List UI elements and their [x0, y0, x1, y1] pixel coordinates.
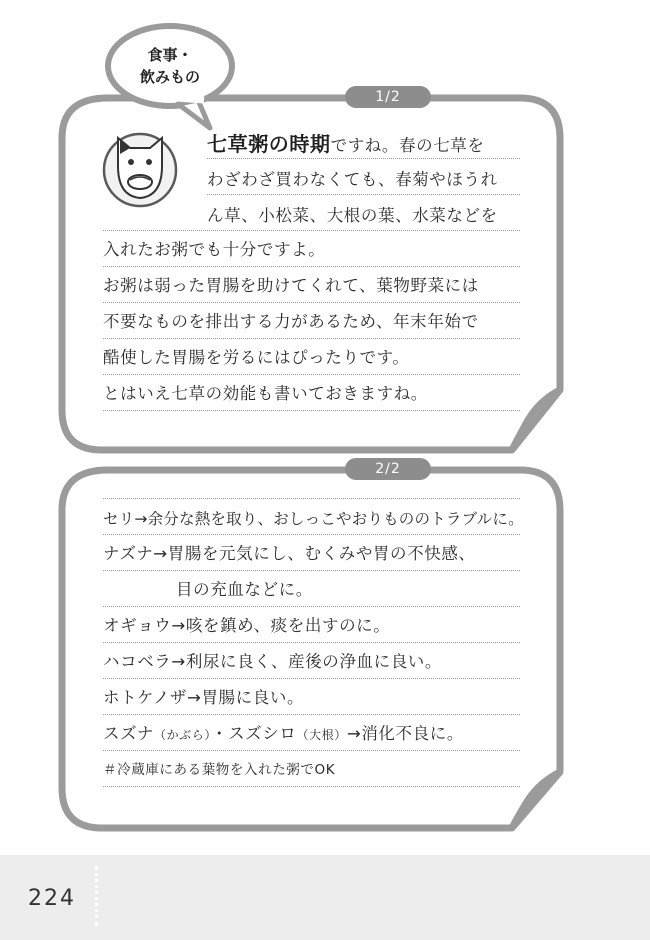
body-line: お粥は弱った胃腸を助けてくれて、葉物野菜には — [103, 276, 479, 295]
footer-divider — [95, 866, 98, 926]
page-indicator-1: 1/2 — [345, 86, 431, 108]
hashtag-note: ＃冷蔵庫にある葉物を入れた粥でOK — [103, 762, 336, 778]
body-line: ん草、小松菜、大根の葉、水菜などを — [207, 206, 498, 225]
herb-line-suzuna: スズナ（かぶら）・スズシロ（大根）→消化不良に。 — [103, 724, 464, 743]
herb-line: ナズナ→胃腸を元気にし、むくみや胃の不快感、 — [103, 544, 476, 563]
body-line: とはいえ七草の効能も書いておきますね。 — [103, 384, 428, 403]
herb-line: ホトケノザ→胃腸に良い。 — [103, 688, 305, 707]
category-tag-line1: 食事・ — [147, 46, 193, 64]
headline-rest: ですね。春の七草を — [330, 136, 485, 155]
page-number: 224 — [28, 886, 76, 911]
headline-bold: 七草粥の時期 — [207, 132, 331, 156]
category-tag-line2: 飲みもの — [139, 68, 200, 86]
cat-with-rice-bowl-icon — [104, 134, 176, 206]
body-line: 不要なものを排出する力があるため、年末年始で — [103, 312, 479, 331]
body-line: 酷使した胃腸を労るにはぴったりです。 — [103, 348, 410, 367]
herb-line: オギョウ→咳を鎮め、痰を出すのに。 — [103, 616, 391, 635]
herb-line: ハコベラ→利尿に良く、産後の浄血に良い。 — [103, 652, 442, 671]
body-line: わざわざ買わなくても、春菊やほうれ — [207, 170, 498, 189]
herb-line: セリ→余分な熱を取り、おしっこやおりもののトラブルに。 — [103, 510, 524, 528]
herb-line: 目の充血などに。 — [176, 580, 313, 599]
body-line: 入れたお粥でも十分ですよ。 — [103, 240, 326, 259]
headline — [207, 134, 485, 155]
page-indicator-2: 2/2 — [345, 458, 431, 480]
